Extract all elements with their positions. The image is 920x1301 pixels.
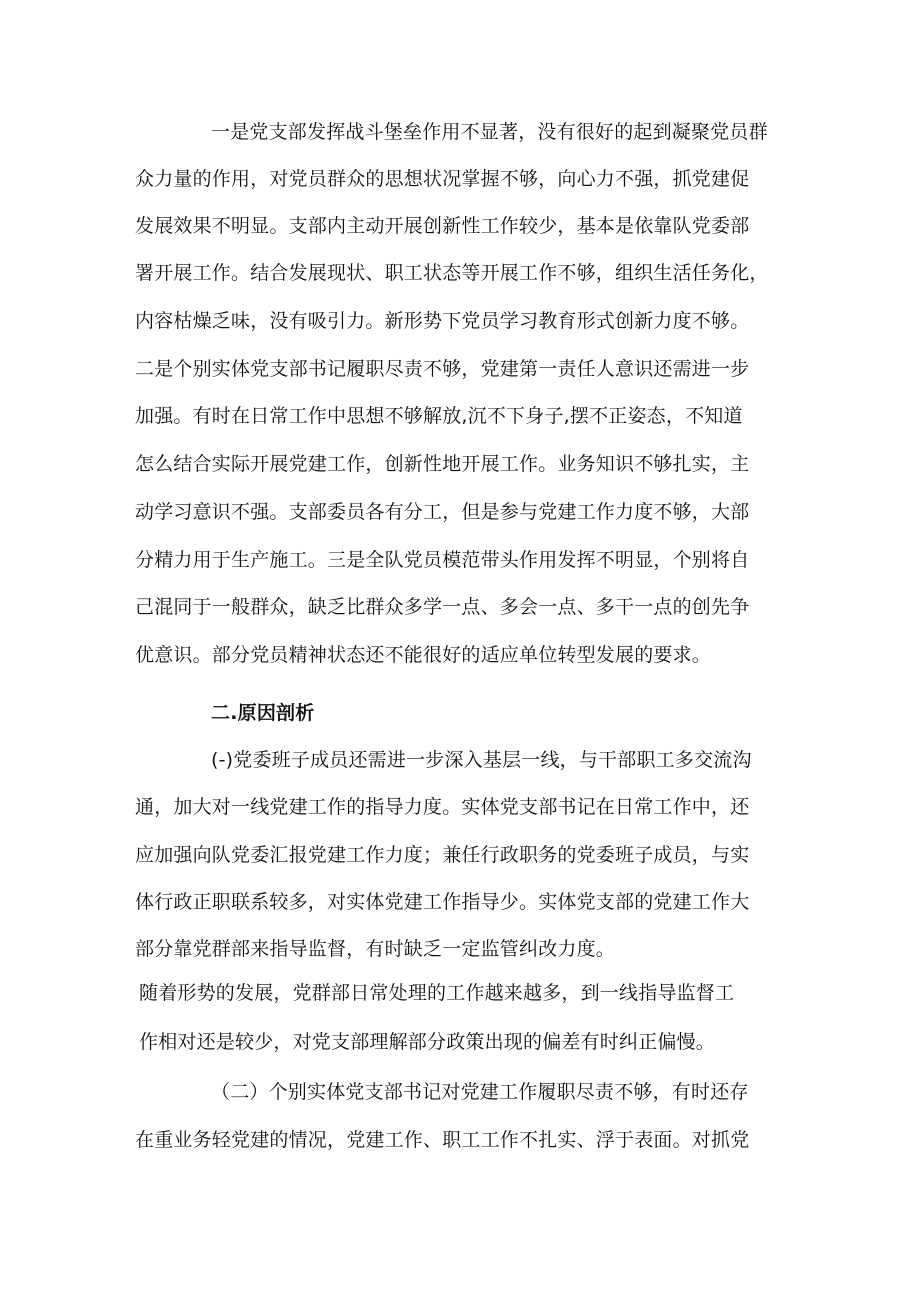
section-heading: 二.原因剖析 [211,702,315,724]
paragraph-line: （二）个别实体党支部书记对党建工作履职尽责不够，有时还存 [211,1081,749,1103]
paragraph-line: 内容枯燥乏味，没有吸引力。新形势下党员学习教育形式创新力度不够。 [135,310,750,332]
paragraph-line: 应加强向队党委汇报党建工作力度；兼任行政职务的党委班子成员，与实 [135,844,750,866]
paragraph-line: 体行政正职联系较多，对实体党建工作指导少。实体党支部的党建工作大 [135,891,750,913]
paragraph-line: 分精力用于生产施工。三是全队党员模范带头作用发挥不明显，个别将自 [135,549,750,571]
paragraph-line: 二是个别实体党支部书记履职尽责不够，党建第一责任人意识还需进一步 [135,358,750,380]
paragraph-line: 怎么结合实际开展党建工作，创新性地开展工作。业务知识不够扎实，主 [135,453,750,475]
paragraph-line: 己混同于一般群众，缺乏比群众多学一点、多会一点、多干一点的创先争 [135,596,750,618]
paragraph-line: 在重业务轻党建的情况，党建工作、职工工作不扎实、浮于表面。对抓党 [135,1129,750,1151]
paragraph-line: 动学习意识不强。支部委员各有分工，但是参与党建工作力度不够，大部 [135,501,750,523]
paragraph-line: 优意识。部分党员精神状态还不能很好的适应单位转型发展的要求。 [135,644,712,666]
paragraph-line: 署开展工作。结合发展现状、职工状态等开展工作不够，组织生活任务化， [135,262,769,284]
paragraph-line: 一是党支部发挥战斗堡垒作用不显著，没有很好的起到凝聚党员群 [211,121,768,143]
paragraph-line: 部分靠党群部来指导监督，有时缺乏一定监管纠改力度。 [135,938,616,960]
paragraph-line: 随着形势的发展，党群部日常处理的工作越来越多，到一线指导监督工 [139,982,735,1004]
paragraph-line: 发展效果不明显。支部内主动开展创新性工作较少，基本是依靠队党委部 [135,215,750,237]
paragraph-line: 众力量的作用，对党员群众的思想状况掌握不够，向心力不强，抓党建促 [135,168,750,190]
paragraph-line: 通，加大对一线党建工作的指导力度。实体党支部书记在日常工作中，还 [135,796,750,818]
paragraph-line: 加强。有时在日常工作中思想不够解放,沉不下身子,摆不正姿态，不知道 [135,405,743,427]
paragraph-line: 作相对还是较少，对党支部理解部分政策出现的偏差有时纠正偏慢。 [139,1031,716,1053]
paragraph-line: (-)党委班子成员还需进一步深入基层一线，与干部职工多交流沟 [211,749,752,771]
